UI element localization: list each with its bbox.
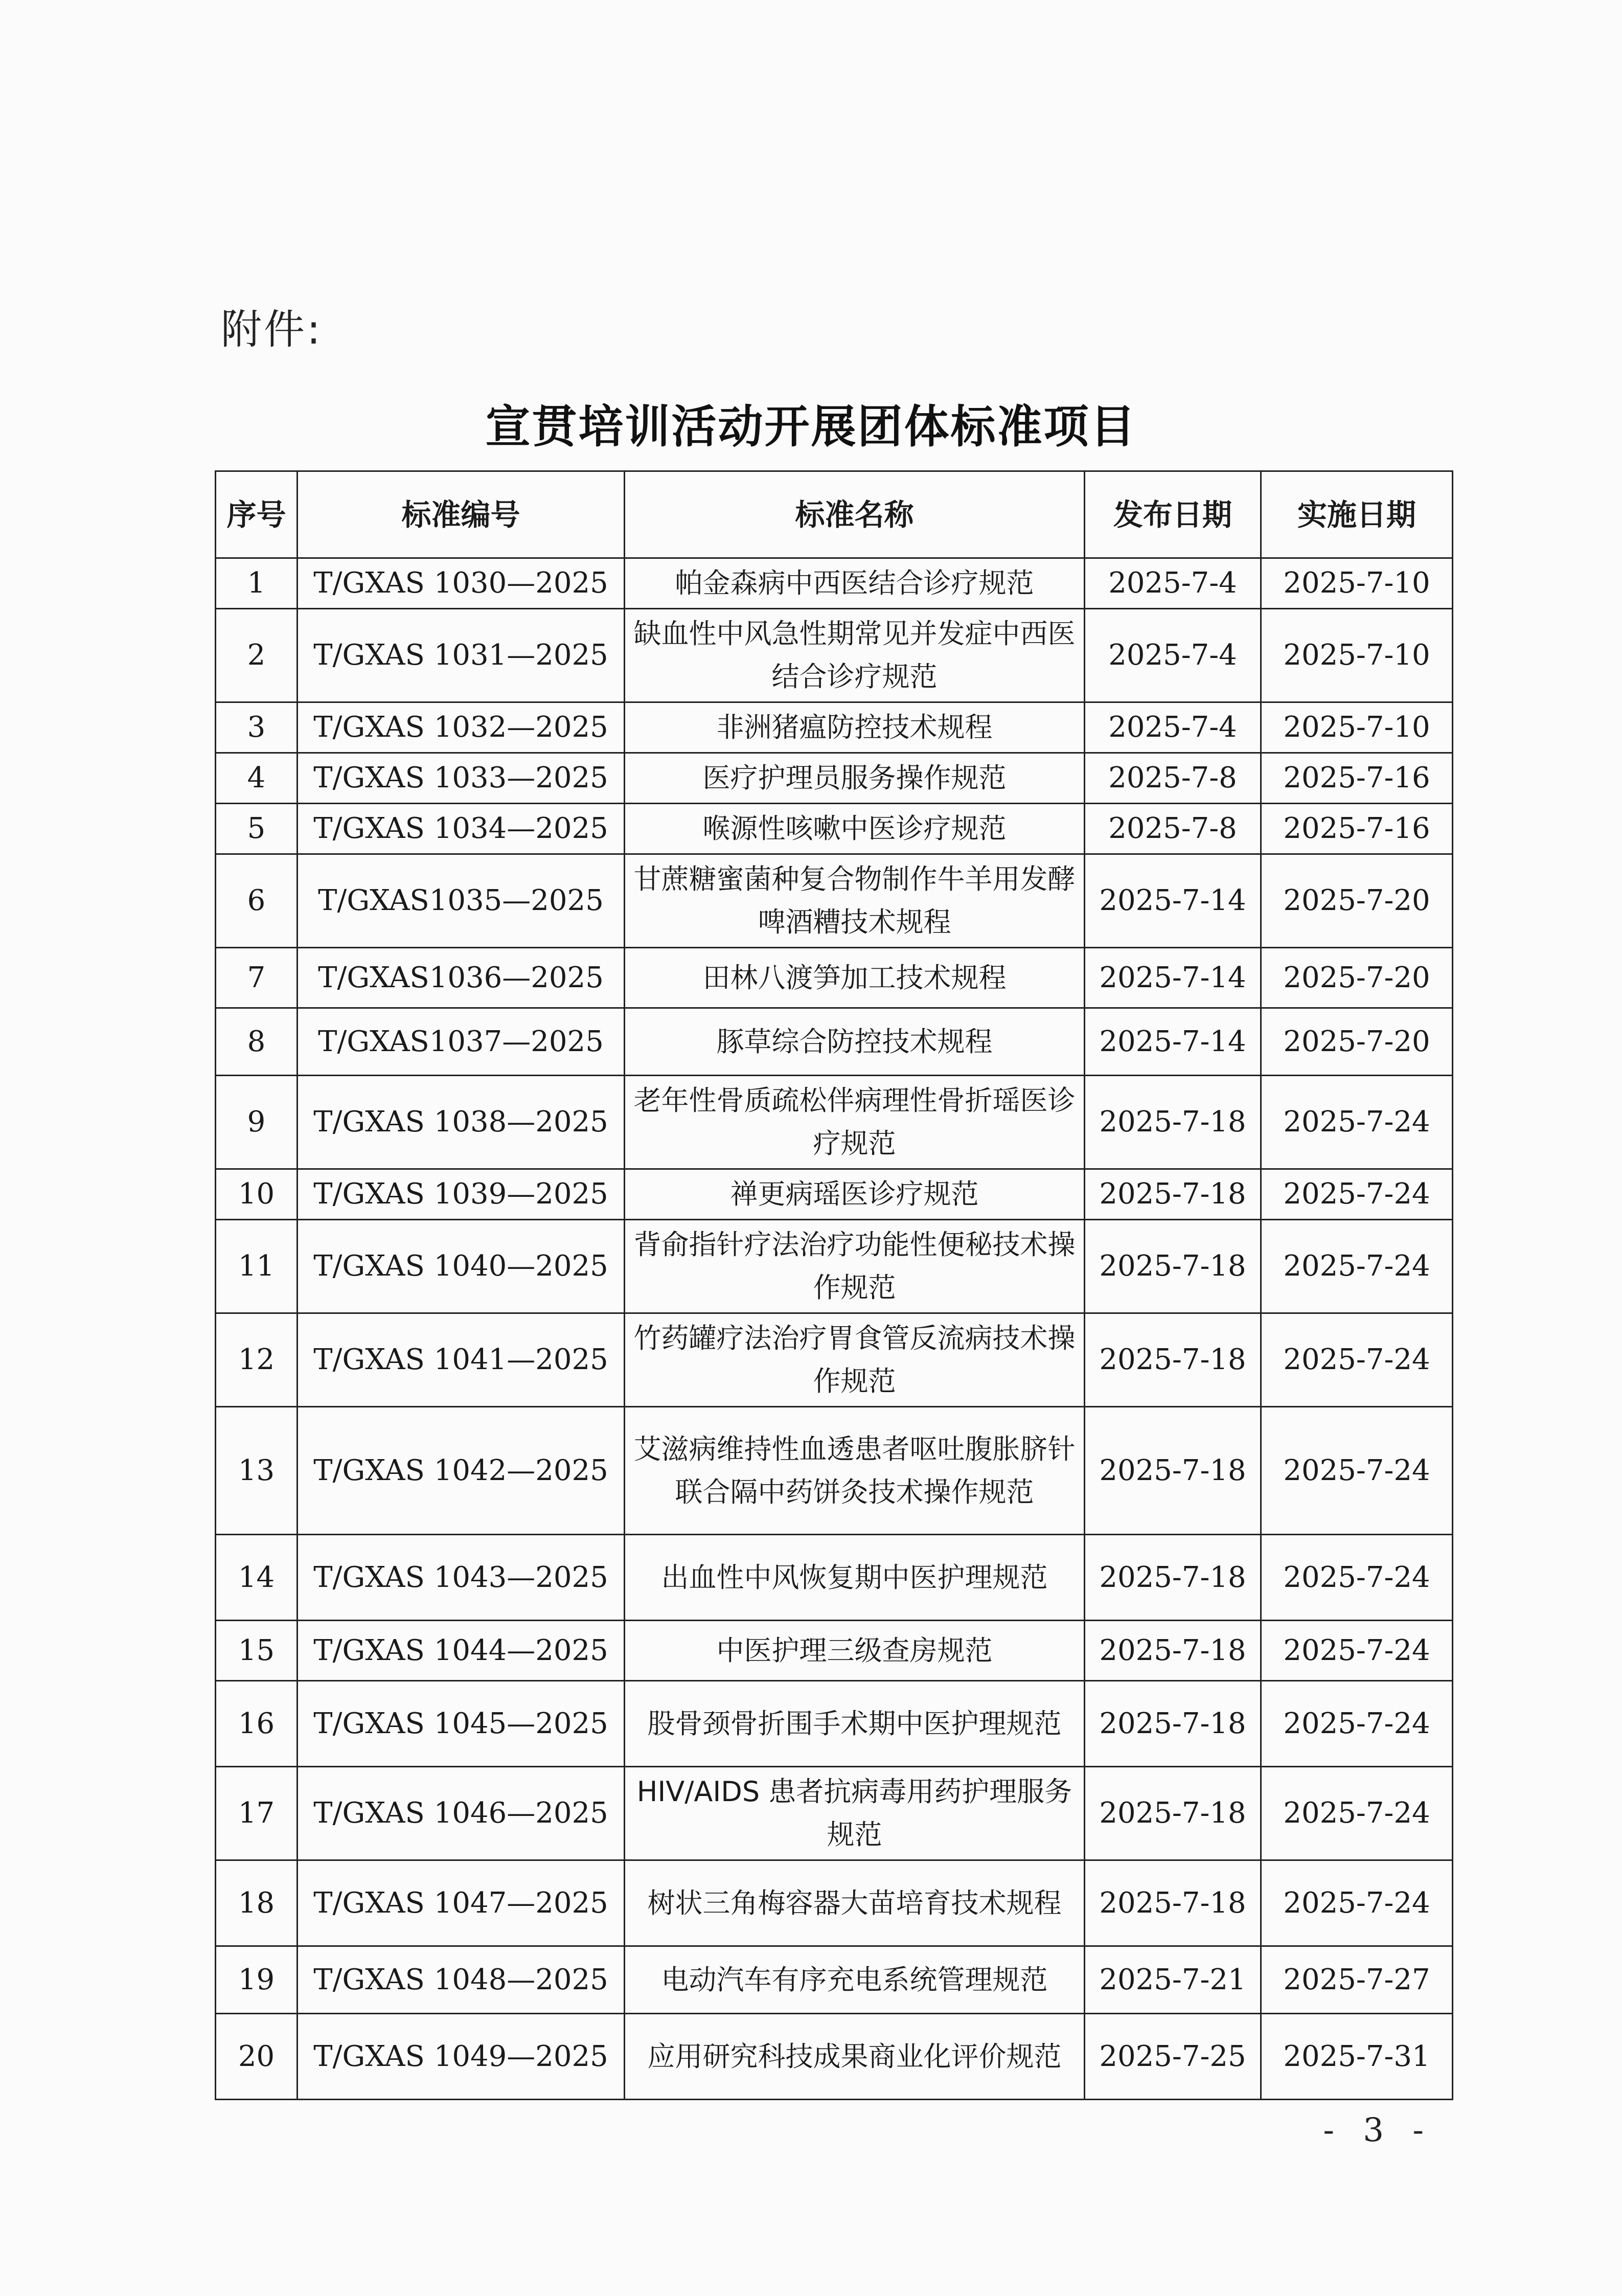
table-row — [216, 609, 1453, 702]
table-row — [216, 1621, 1453, 1681]
cell-publish-date: 2025-7-18 — [1085, 1535, 1261, 1621]
cell-code: T/GXAS 1048—2025 — [298, 1946, 625, 2014]
table-row — [216, 2014, 1453, 2100]
cell-implement-date: 2025-7-10 — [1261, 609, 1453, 702]
cell-implement-date: 2025-7-24 — [1261, 1621, 1453, 1681]
cell-seq: 14 — [216, 1535, 298, 1621]
cell-seq: 19 — [216, 1946, 298, 2014]
cell-code: T/GXAS 1046—2025 — [298, 1767, 625, 1860]
cell-code: T/GXAS 1044—2025 — [298, 1621, 625, 1681]
cell-seq: 12 — [216, 1313, 298, 1407]
table-row — [216, 854, 1453, 948]
cell-name: 喉源性咳嗽中医诊疗规范 — [625, 804, 1085, 854]
cell-code: T/GXAS 1041—2025 — [298, 1313, 625, 1407]
cell-name: 应用研究科技成果商业化评价规范 — [625, 2014, 1085, 2100]
cell-implement-date: 2025-7-24 — [1261, 1767, 1453, 1860]
cell-implement-date: 2025-7-24 — [1261, 1407, 1453, 1535]
cell-code: T/GXAS 1032—2025 — [298, 702, 625, 753]
cell-publish-date: 2025-7-4 — [1085, 558, 1261, 609]
cell-name: 禅更病瑶医诊疗规范 — [625, 1169, 1085, 1220]
cell-name: 股骨颈骨折围手术期中医护理规范 — [625, 1681, 1085, 1767]
cell-code: T/GXAS 1031—2025 — [298, 609, 625, 702]
cell-seq: 2 — [216, 609, 298, 702]
cell-seq: 10 — [216, 1169, 298, 1220]
cell-name: 艾滋病维持性血透患者呕吐腹胀脐针联合隔中药饼灸技术操作规范 — [625, 1407, 1085, 1535]
cell-name: 竹药罐疗法治疗胃食管反流病技术操作规范 — [625, 1313, 1085, 1407]
cell-name: 田林八渡笋加工技术规程 — [625, 948, 1085, 1008]
cell-seq: 4 — [216, 753, 298, 804]
page-number: - 3 - — [1323, 2111, 1433, 2149]
cell-implement-date: 2025-7-16 — [1261, 753, 1453, 804]
table-row — [216, 1169, 1453, 1220]
cell-code: T/GXAS 1047—2025 — [298, 1860, 625, 1946]
cell-implement-date: 2025-7-10 — [1261, 702, 1453, 753]
table-row — [216, 1946, 1453, 2014]
cell-name: 中医护理三级查房规范 — [625, 1621, 1085, 1681]
cell-publish-date: 2025-7-18 — [1085, 1681, 1261, 1767]
cell-name: 背俞指针疗法治疗功能性便秘技术操作规范 — [625, 1220, 1085, 1313]
cell-publish-date: 2025-7-18 — [1085, 1169, 1261, 1220]
table-row — [216, 1535, 1453, 1621]
cell-seq: 13 — [216, 1407, 298, 1535]
cell-name: 非洲猪瘟防控技术规程 — [625, 702, 1085, 753]
cell-name: 缺血性中风急性期常见并发症中西医结合诊疗规范 — [625, 609, 1085, 702]
cell-publish-date: 2025-7-18 — [1085, 1220, 1261, 1313]
cell-implement-date: 2025-7-24 — [1261, 1681, 1453, 1767]
table-row — [216, 558, 1453, 609]
table-row — [216, 1076, 1453, 1169]
cell-name: 帕金森病中西医结合诊疗规范 — [625, 558, 1085, 609]
table-header-row — [216, 471, 1453, 558]
cell-name: HIV/AIDS 患者抗病毒用药护理服务规范 — [625, 1767, 1085, 1860]
cell-seq: 3 — [216, 702, 298, 753]
cell-name: 树状三角梅容器大苗培育技术规程 — [625, 1860, 1085, 1946]
cell-publish-date: 2025-7-8 — [1085, 753, 1261, 804]
cell-name: 甘蔗糖蜜菌种复合物制作牛羊用发酵啤酒糟技术规程 — [625, 854, 1085, 948]
cell-seq: 16 — [216, 1681, 298, 1767]
cell-name: 出血性中风恢复期中医护理规范 — [625, 1535, 1085, 1621]
cell-seq: 6 — [216, 854, 298, 948]
cell-implement-date: 2025-7-24 — [1261, 1076, 1453, 1169]
cell-code: T/GXAS 1043—2025 — [298, 1535, 625, 1621]
cell-name: 老年性骨质疏松伴病理性骨折瑶医诊疗规范 — [625, 1076, 1085, 1169]
cell-seq: 18 — [216, 1860, 298, 1946]
header-name: 标准名称 — [625, 471, 1085, 558]
header-seq: 序号 — [216, 471, 298, 558]
cell-code: T/GXAS 1030—2025 — [298, 558, 625, 609]
cell-publish-date: 2025-7-18 — [1085, 1767, 1261, 1860]
table-row — [216, 1681, 1453, 1767]
cell-implement-date: 2025-7-10 — [1261, 558, 1453, 609]
cell-publish-date: 2025-7-14 — [1085, 854, 1261, 948]
cell-name: 电动汽车有序充电系统管理规范 — [625, 1946, 1085, 2014]
cell-publish-date: 2025-7-18 — [1085, 1621, 1261, 1681]
cell-implement-date: 2025-7-20 — [1261, 948, 1453, 1008]
cell-implement-date: 2025-7-24 — [1261, 1860, 1453, 1946]
table-row — [216, 804, 1453, 854]
cell-publish-date: 2025-7-14 — [1085, 1008, 1261, 1076]
cell-publish-date: 2025-7-18 — [1085, 1860, 1261, 1946]
cell-implement-date: 2025-7-24 — [1261, 1169, 1453, 1220]
standards-table — [215, 470, 1453, 2100]
cell-seq: 9 — [216, 1076, 298, 1169]
table-row — [216, 702, 1453, 753]
header-publish-date: 发布日期 — [1085, 471, 1261, 558]
cell-publish-date: 2025-7-4 — [1085, 702, 1261, 753]
cell-code: T/GXAS 1049—2025 — [298, 2014, 625, 2100]
cell-code: T/GXAS1036—2025 — [298, 948, 625, 1008]
cell-implement-date: 2025-7-27 — [1261, 1946, 1453, 2014]
header-code: 标准编号 — [298, 471, 625, 558]
document-title: 宣贯培训活动开展团体标准项目 — [485, 400, 1137, 453]
cell-seq: 1 — [216, 558, 298, 609]
cell-implement-date: 2025-7-20 — [1261, 854, 1453, 948]
cell-publish-date: 2025-7-8 — [1085, 804, 1261, 854]
cell-publish-date: 2025-7-21 — [1085, 1946, 1261, 2014]
cell-implement-date: 2025-7-24 — [1261, 1535, 1453, 1621]
table-row — [216, 1407, 1453, 1535]
cell-code: T/GXAS1037—2025 — [298, 1008, 625, 1076]
cell-seq: 17 — [216, 1767, 298, 1860]
cell-implement-date: 2025-7-24 — [1261, 1220, 1453, 1313]
cell-seq: 5 — [216, 804, 298, 854]
table-body — [216, 558, 1453, 2100]
cell-code: T/GXAS 1039—2025 — [298, 1169, 625, 1220]
table-row — [216, 1220, 1453, 1313]
cell-code: T/GXAS 1033—2025 — [298, 753, 625, 804]
header-implement-date: 实施日期 — [1261, 471, 1453, 558]
cell-name: 医疗护理员服务操作规范 — [625, 753, 1085, 804]
table-row — [216, 1008, 1453, 1076]
cell-publish-date: 2025-7-18 — [1085, 1313, 1261, 1407]
cell-code: T/GXAS 1034—2025 — [298, 804, 625, 854]
cell-publish-date: 2025-7-4 — [1085, 609, 1261, 702]
cell-publish-date: 2025-7-25 — [1085, 2014, 1261, 2100]
cell-implement-date: 2025-7-24 — [1261, 1313, 1453, 1407]
cell-code: T/GXAS1035—2025 — [298, 854, 625, 948]
cell-implement-date: 2025-7-16 — [1261, 804, 1453, 854]
cell-implement-date: 2025-7-20 — [1261, 1008, 1453, 1076]
cell-code: T/GXAS 1045—2025 — [298, 1681, 625, 1767]
cell-seq: 8 — [216, 1008, 298, 1076]
cell-code: T/GXAS 1038—2025 — [298, 1076, 625, 1169]
cell-code: T/GXAS 1042—2025 — [298, 1407, 625, 1535]
table-row — [216, 948, 1453, 1008]
table-row — [216, 1313, 1453, 1407]
cell-publish-date: 2025-7-14 — [1085, 948, 1261, 1008]
cell-seq: 20 — [216, 2014, 298, 2100]
cell-publish-date: 2025-7-18 — [1085, 1076, 1261, 1169]
cell-implement-date: 2025-7-31 — [1261, 2014, 1453, 2100]
standards-table-container — [215, 470, 1452, 2100]
table-row — [216, 1767, 1453, 1860]
cell-code: T/GXAS 1040—2025 — [298, 1220, 625, 1313]
cell-seq: 7 — [216, 948, 298, 1008]
cell-seq: 11 — [216, 1220, 298, 1313]
table-row — [216, 1860, 1453, 1946]
cell-publish-date: 2025-7-18 — [1085, 1407, 1261, 1535]
cell-name: 豚草综合防控技术规程 — [625, 1008, 1085, 1076]
cell-seq: 15 — [216, 1621, 298, 1681]
attachment-label: 附件: — [221, 306, 323, 353]
table-row — [216, 753, 1453, 804]
